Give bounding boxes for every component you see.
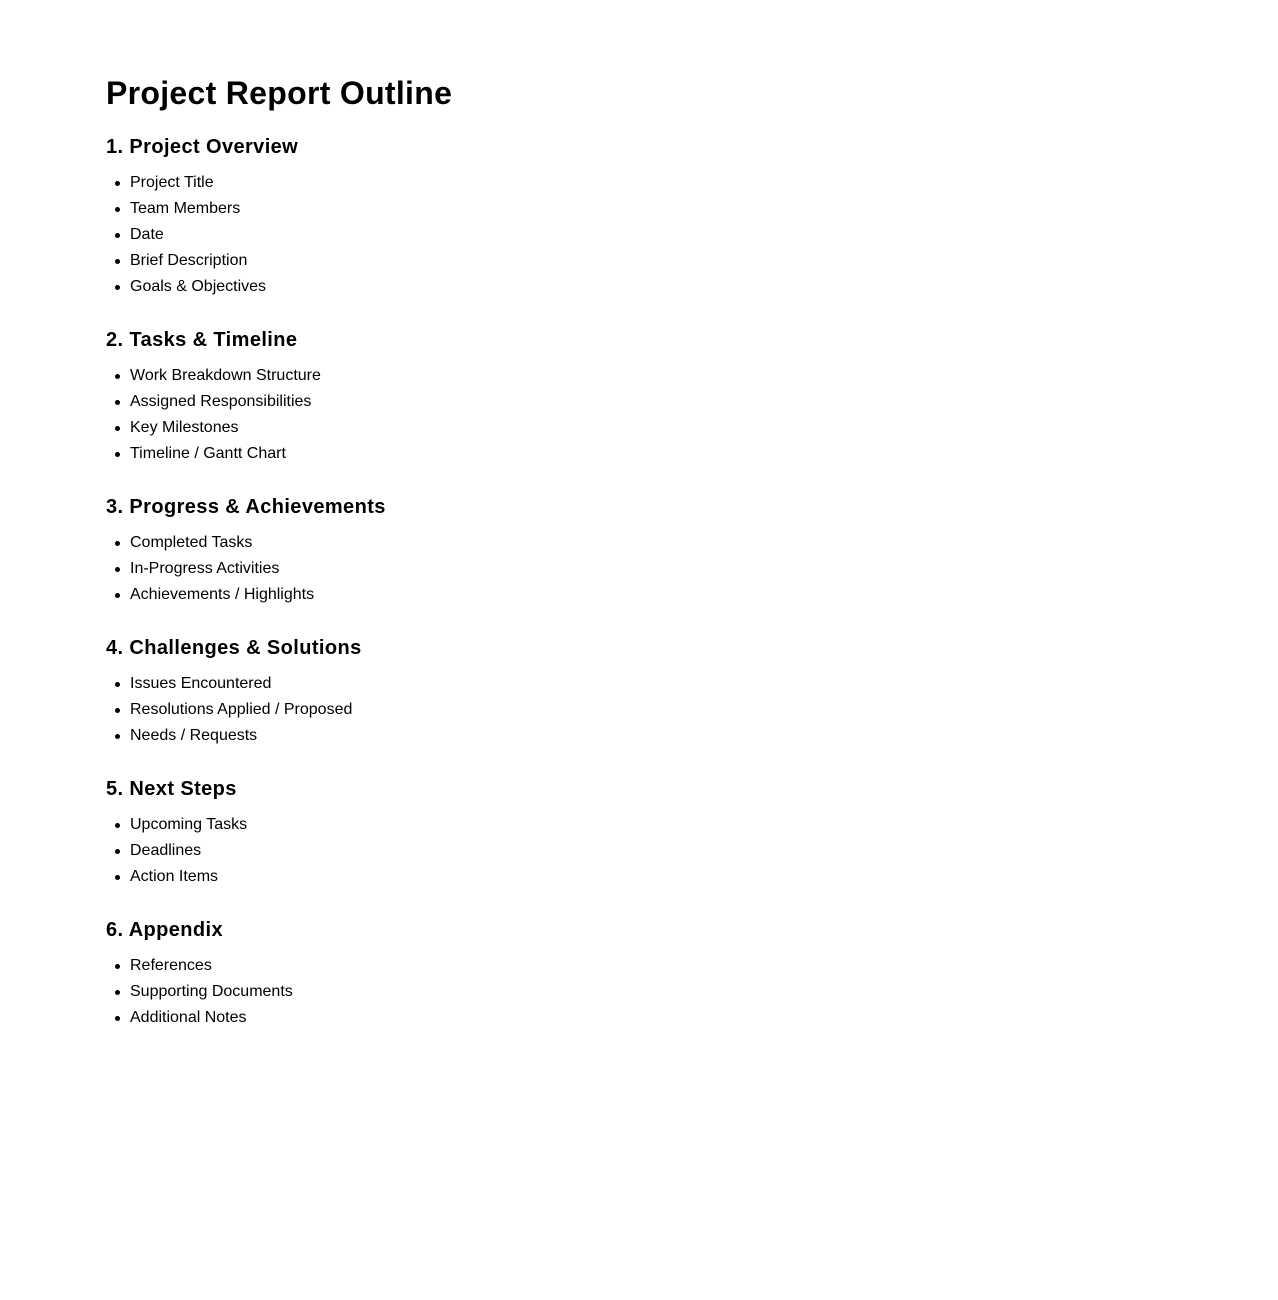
list-item-text: Resolutions Applied / Proposed: [130, 701, 353, 718]
list-item: [130, 415, 1206, 441]
list-item-text: Completed Tasks: [130, 534, 253, 551]
bullet-icon: [115, 593, 120, 598]
list-item-text: Timeline / Gantt Chart: [130, 445, 286, 462]
bullet-icon: [115, 1016, 120, 1021]
bullet-icon: [115, 181, 120, 186]
section-heading: 6. Appendix: [106, 919, 224, 941]
list-item-text: Brief Description: [130, 252, 248, 269]
list-item-text: References: [130, 957, 212, 974]
section-appendix: [106, 917, 1206, 1031]
section-heading: 2. Tasks & Timeline: [106, 329, 298, 351]
section-project-overview: [106, 134, 1206, 300]
list-item-text: Supporting Documents: [130, 983, 293, 1000]
bullet-icon: [115, 823, 120, 828]
list-item: [130, 1005, 1206, 1031]
section-list: [106, 671, 1206, 749]
page-title: Project Report Outline: [106, 75, 453, 111]
list-item-text: Action Items: [130, 868, 219, 885]
list-item-text: Needs / Requests: [130, 727, 258, 744]
list-item: [130, 697, 1206, 723]
bullet-icon: [115, 207, 120, 212]
list-item-text: In-Progress Activities: [130, 560, 280, 577]
bullet-icon: [115, 285, 120, 290]
section-tasks-timeline: [106, 327, 1206, 467]
bullet-icon: [115, 875, 120, 880]
section-list: [106, 953, 1206, 1031]
list-item: [130, 248, 1206, 274]
section-challenges-solutions: [106, 635, 1206, 749]
section-next-steps: [106, 776, 1206, 890]
bullet-icon: [115, 259, 120, 264]
bullet-icon: [115, 990, 120, 995]
list-item-text: Date: [130, 226, 164, 243]
bullet-icon: [115, 734, 120, 739]
list-item: [130, 196, 1206, 222]
section-heading: 3. Progress & Achievements: [106, 496, 386, 518]
list-item-text: Upcoming Tasks: [130, 816, 248, 833]
bullet-icon: [115, 567, 120, 572]
list-item-text: Deadlines: [130, 842, 202, 859]
list-item: [130, 222, 1206, 248]
list-item: [130, 582, 1206, 608]
bullet-icon: [115, 849, 120, 854]
section-list: [106, 530, 1206, 608]
list-item: [130, 389, 1206, 415]
list-item: [130, 556, 1206, 582]
list-item: [130, 838, 1206, 864]
list-item-text: Goals & Objectives: [130, 278, 267, 295]
bullet-icon: [115, 374, 120, 379]
list-item: [130, 723, 1206, 749]
bullet-icon: [115, 541, 120, 546]
list-item-text: Work Breakdown Structure: [130, 367, 321, 384]
list-item: [130, 530, 1206, 556]
section-list: [106, 363, 1206, 467]
section-progress-achievements: [106, 494, 1206, 608]
section-heading: 4. Challenges & Solutions: [106, 637, 362, 659]
section-heading: 5. Next Steps: [106, 778, 237, 800]
list-item-text: Achievements / Highlights: [130, 586, 315, 603]
list-item: [130, 170, 1206, 196]
bullet-icon: [115, 708, 120, 713]
list-item: [130, 274, 1206, 300]
list-item: [130, 441, 1206, 467]
section-heading: 1. Project Overview: [106, 136, 299, 158]
list-item: [130, 363, 1206, 389]
list-item-text: Team Members: [130, 200, 241, 217]
bullet-icon: [115, 426, 120, 431]
bullet-icon: [115, 233, 120, 238]
bullet-icon: [115, 964, 120, 969]
bullet-icon: [115, 400, 120, 405]
list-item: [130, 953, 1206, 979]
bullet-icon: [115, 452, 120, 457]
list-item: [130, 864, 1206, 890]
list-item: [130, 812, 1206, 838]
bullet-icon: [115, 682, 120, 687]
section-list: [106, 170, 1206, 300]
list-item: [130, 671, 1206, 697]
list-item-text: Additional Notes: [130, 1009, 247, 1026]
list-item-text: Issues Encountered: [130, 675, 272, 692]
list-item-text: Project Title: [130, 174, 214, 191]
list-item-text: Key Milestones: [130, 419, 239, 436]
list-item-text: Assigned Responsibilities: [130, 393, 312, 410]
document-page: [106, 70, 1206, 1031]
section-list: [106, 812, 1206, 890]
list-item: [130, 979, 1206, 1005]
